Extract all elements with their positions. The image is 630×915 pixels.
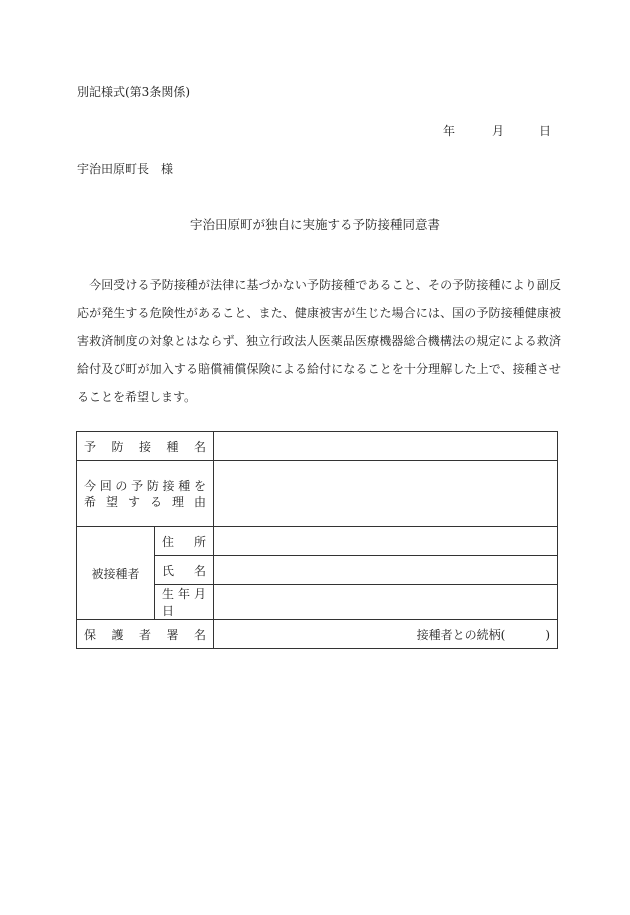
name-field[interactable] bbox=[214, 556, 558, 585]
statement-line: 応が発生する危険性があること、また、健康被害が生じた場合には、国の予防接種健康被 bbox=[77, 306, 561, 320]
vaccine-name-label: 予防接種名 bbox=[84, 439, 206, 454]
consent-statement bbox=[77, 271, 561, 411]
addressee: 宇治田原町長 様 bbox=[77, 162, 174, 176]
reason-label-line1: 今回の予防接種を bbox=[84, 478, 206, 493]
relationship-close: ) bbox=[545, 627, 550, 642]
vaccine-name-field[interactable] bbox=[214, 432, 558, 461]
birthdate-label-cell bbox=[155, 585, 214, 620]
guardian-row bbox=[77, 620, 558, 649]
reason-field[interactable] bbox=[214, 461, 558, 527]
reason-label-line2: 希望する理由 bbox=[84, 494, 206, 509]
statement-line: 給付及び町が加入する賠償補償保険による給付になることを十分理解した上で、接種させ bbox=[77, 362, 561, 376]
date-day-label: 日 bbox=[539, 124, 552, 138]
birthdate-label: 生年月日 bbox=[162, 587, 206, 618]
reason-row bbox=[77, 461, 558, 527]
guardian-label: 保護者署名 bbox=[84, 627, 206, 642]
vaccine-name-label-cell bbox=[77, 432, 214, 461]
statement-line: ることを希望します。 bbox=[77, 390, 197, 404]
name-label-cell bbox=[155, 556, 214, 585]
birthdate-field[interactable] bbox=[214, 585, 558, 620]
address-field[interactable] bbox=[214, 527, 558, 556]
address-label: 住所 bbox=[162, 534, 206, 549]
date-year-label: 年 bbox=[443, 124, 456, 138]
consent-form-table bbox=[76, 431, 558, 649]
vaccine-name-row bbox=[77, 432, 558, 461]
address-row bbox=[77, 527, 558, 556]
vaccinee-label: 被接種者 bbox=[91, 566, 140, 581]
statement-line: 今回受ける予防接種が法律に基づかない予防接種であること、その予防接種により副反 bbox=[77, 278, 561, 292]
reason-label-cell bbox=[77, 461, 214, 527]
statement-line: 害救済制度の対象とはならず、独立行政法人医薬品医療機器総合機構法の規定による救済 bbox=[77, 334, 561, 348]
name-label: 氏名 bbox=[162, 563, 206, 578]
date-month-label: 月 bbox=[492, 124, 505, 138]
vaccinee-label-cell bbox=[77, 527, 155, 620]
relationship-label: 接種者との続柄( bbox=[416, 627, 506, 642]
guardian-signature-field[interactable] bbox=[214, 620, 558, 649]
document-title: 宇治田原町が独自に実施する予防接種同意書 bbox=[189, 217, 440, 232]
guardian-label-cell bbox=[77, 620, 214, 649]
form-reference: 別記様式(第3条関係) bbox=[77, 85, 190, 99]
address-label-cell bbox=[155, 527, 214, 556]
